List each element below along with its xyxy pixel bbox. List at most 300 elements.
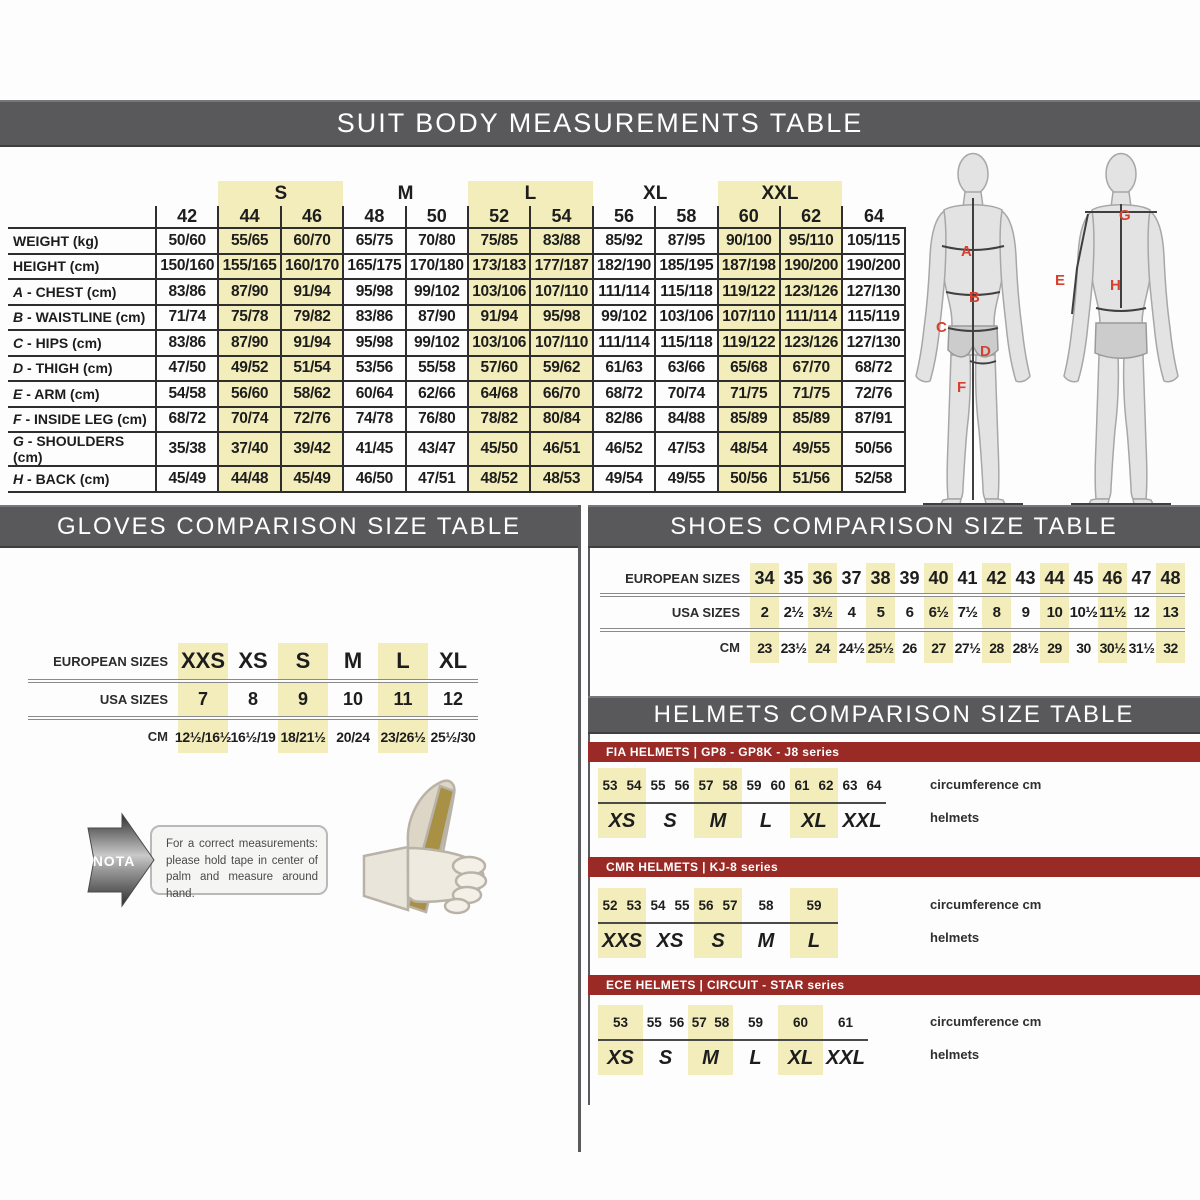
measure-marker-C: C [936, 319, 947, 336]
shoe-cell: 4 [847, 604, 856, 621]
helmet-size-letter: S [711, 929, 725, 952]
helmet-cm-value: 55 [674, 897, 690, 913]
glove-cell: 12 [442, 689, 464, 709]
helmet-cm-value: 56 [669, 1014, 685, 1030]
suit-value-cell: 99/102 [593, 305, 655, 331]
glove-cell: XXS [178, 643, 228, 679]
suit-value-cell: 95/98 [530, 305, 592, 331]
suit-size-header: 46 [281, 206, 343, 228]
suit-value-cell: 60/70 [281, 228, 343, 254]
shoe-row-label: CM [719, 640, 740, 655]
circumference-label: circumference cm [930, 1014, 1042, 1029]
suit-value-cell: 49/54 [593, 466, 655, 492]
helmet-size-letter: L [807, 929, 821, 952]
shoe-cell: 45 [1073, 567, 1094, 588]
suit-value-cell: 91/94 [281, 279, 343, 305]
shoe-cell: 36 [808, 563, 837, 593]
suit-value-cell: 111/114 [593, 279, 655, 305]
helmet-cm-value: 59 [746, 777, 762, 793]
suit-value-cell: 58/62 [281, 381, 343, 407]
helmet-cm-value: 61 [837, 1014, 854, 1030]
suit-section-header [0, 100, 1200, 147]
helmet-size-group [598, 1005, 643, 1075]
helmet-cm-value: 64 [866, 777, 882, 793]
suit-row-label: C - HIPS (cm) [8, 330, 156, 356]
suit-value-cell: 72/76 [281, 407, 343, 433]
suit-table-row [8, 330, 905, 356]
suit-value-cell: 80/84 [530, 407, 592, 433]
helmet-size-group [742, 768, 790, 838]
helmet-size-group [646, 768, 694, 838]
glove-row [28, 720, 478, 753]
helmet-cm-cells [694, 888, 742, 924]
suit-size-header: 44 [218, 206, 280, 228]
suit-table-row [8, 466, 905, 492]
glove-cell: L [378, 643, 428, 679]
helmet-cm-cells [646, 888, 694, 924]
shoe-cell: 27½ [954, 639, 981, 656]
shoe-cell: 30½ [1098, 632, 1127, 663]
helmet-size-letter: XXL [842, 809, 882, 832]
suit-group-header: XL [643, 182, 668, 204]
shoe-cell: 32 [1156, 632, 1185, 663]
helmet-size-letter: XS [607, 1046, 634, 1069]
helmet-cm-cells [790, 768, 838, 804]
suit-value-cell: 127/130 [842, 330, 904, 356]
helmet-cm-value: 57 [698, 777, 714, 793]
suit-group-header: S [218, 181, 343, 206]
suit-value-cell: 71/75 [780, 381, 842, 407]
suit-value-cell: 51/54 [281, 356, 343, 382]
suit-size-header: 60 [718, 206, 780, 228]
suit-value-cell: 150/160 [156, 254, 218, 280]
suit-value-cell: 47/53 [655, 432, 717, 466]
suit-value-cell: 83/86 [156, 279, 218, 305]
shoe-cell: 47 [1131, 567, 1152, 588]
suit-value-cell: 115/119 [842, 305, 904, 331]
suit-row-label: H - BACK (cm) [8, 466, 156, 492]
helmet-cm-cells [838, 768, 886, 804]
gloves-section-title: GLOVES COMPARISON SIZE TABLE [56, 512, 522, 540]
shoe-row-label: USA SIZES [671, 605, 740, 620]
suit-size-header: 48 [343, 206, 405, 228]
shoe-cell: 6½ [924, 597, 953, 628]
helmet-cm-value: 61 [794, 777, 810, 793]
glove-cell: S [278, 643, 328, 679]
suit-value-cell: 91/94 [281, 330, 343, 356]
helmet-size-letter: XS [608, 809, 636, 832]
glove-cell: 11 [378, 683, 428, 716]
helmet-size-groups [598, 1005, 868, 1075]
shoe-cell: 11½ [1098, 597, 1127, 628]
suit-value-cell: 95/110 [780, 228, 842, 254]
shoe-cell: 31½ [1128, 639, 1155, 656]
suit-value-cell: 46/52 [593, 432, 655, 466]
suit-size-header: 42 [156, 206, 218, 228]
suit-row-label: D - THIGH (cm) [8, 356, 156, 382]
suit-value-cell: 47/51 [406, 466, 468, 492]
glove-cell: 23/26½ [378, 720, 428, 753]
glove-cell: 16½/19 [230, 728, 276, 745]
suit-row-label: HEIGHT (cm) [8, 254, 156, 280]
shoe-cell: 37 [841, 567, 862, 588]
suit-row-label: F - INSIDE LEG (cm) [8, 407, 156, 433]
suit-value-cell: 107/110 [530, 279, 592, 305]
suit-value-cell: 71/74 [156, 305, 218, 331]
suit-value-cell: 82/86 [593, 407, 655, 433]
suit-table-row [8, 381, 905, 407]
suit-table-row [8, 407, 905, 433]
helmets-label: helmets [930, 810, 980, 825]
circumference-label: circumference cm [930, 777, 1042, 792]
suit-size-header: 54 [530, 206, 592, 228]
suit-value-cell: 70/74 [655, 381, 717, 407]
measure-marker-H: H [1110, 277, 1121, 294]
thumbs-up-measure-icon [356, 776, 506, 921]
helmet-size-group [688, 1005, 733, 1075]
suit-value-cell: 95/98 [343, 279, 405, 305]
shoe-cell: 23 [750, 632, 779, 663]
suit-value-cell: 43/47 [406, 432, 468, 466]
suit-value-cell: 70/80 [406, 228, 468, 254]
suit-row-label: B - WAISTLINE (cm) [8, 305, 156, 331]
suit-size-header: 62 [780, 206, 842, 228]
suit-value-cell: 190/200 [842, 254, 904, 280]
suit-value-cell: 39/42 [281, 432, 343, 466]
measure-marker-E: E [1055, 272, 1066, 289]
helmet-cm-value: 57 [722, 897, 738, 913]
helmet-cm-value: 60 [792, 1014, 809, 1030]
helmet-cm-value: 54 [650, 897, 666, 913]
back-body-figure [1051, 148, 1191, 506]
shoe-cell: 29 [1040, 632, 1069, 663]
gloves-size-table [28, 643, 478, 753]
suit-value-cell: 51/56 [780, 466, 842, 492]
glove-cell: 18/21½ [278, 720, 328, 753]
suit-value-cell: 35/38 [156, 432, 218, 466]
helmet-size-group [778, 1005, 823, 1075]
suit-value-cell: 68/72 [156, 407, 218, 433]
suit-value-cell: 91/94 [468, 305, 530, 331]
shoe-cell: 46 [1098, 563, 1127, 593]
helmet-size-letter: XS [656, 929, 684, 952]
glove-row [28, 683, 478, 720]
suit-measurements-table [8, 181, 906, 493]
helmets-label: helmets [930, 930, 980, 945]
shoe-row [600, 597, 1185, 632]
suit-corner-cell [8, 206, 156, 228]
helmet-size-letter: XXL [826, 1046, 865, 1069]
shoe-cell: 44 [1040, 563, 1069, 593]
shoe-cell: 25½ [866, 632, 895, 663]
suit-value-cell: 55/58 [406, 356, 468, 382]
suit-value-cell: 83/86 [156, 330, 218, 356]
suit-value-cell: 50/56 [718, 466, 780, 492]
suit-size-header: 50 [406, 206, 468, 228]
suit-value-cell: 75/85 [468, 228, 530, 254]
suit-value-cell: 123/126 [780, 330, 842, 356]
helmet-cm-value: 56 [698, 897, 714, 913]
shoe-cell: 40 [924, 563, 953, 593]
helmet-cm-value: 57 [691, 1014, 707, 1030]
shoe-row-label: EUROPEAN SIZES [625, 570, 740, 586]
shoe-cell: 13 [1156, 597, 1185, 628]
section-divider-line-inner [588, 548, 590, 1105]
suit-value-cell: 107/110 [718, 305, 780, 331]
helmet-cm-cells [733, 1005, 778, 1041]
suit-size-header: 56 [593, 206, 655, 228]
front-body-figure [903, 148, 1043, 506]
suit-group-header: M [397, 182, 414, 204]
shoe-cell: 10 [1040, 597, 1069, 628]
shoe-row [600, 632, 1185, 663]
suit-value-cell: 48/53 [530, 466, 592, 492]
suit-value-cell: 68/72 [842, 356, 904, 382]
suit-value-cell: 103/106 [655, 305, 717, 331]
suit-size-header: 52 [468, 206, 530, 228]
suit-value-cell: 103/106 [468, 330, 530, 356]
suit-table-row [8, 228, 905, 254]
suit-value-cell: 87/90 [406, 305, 468, 331]
shoe-cell: 24½ [838, 639, 865, 656]
glove-cell: 9 [278, 683, 328, 716]
suit-value-cell: 111/114 [780, 305, 842, 331]
suit-value-cell: 90/100 [718, 228, 780, 254]
shoe-cell: 41 [957, 567, 978, 588]
glove-cell: 25½/30 [430, 728, 476, 745]
shoe-cell: 43 [1015, 567, 1036, 588]
measure-marker-D: D [980, 343, 991, 360]
helmet-cm-cells [694, 768, 742, 804]
helmet-series-header: CMR HELMETS | KJ-8 series [588, 857, 1200, 877]
helmet-size-group [646, 888, 694, 958]
suit-value-cell: 115/118 [655, 279, 717, 305]
section-divider-line [578, 505, 581, 1152]
suit-group-spacer [156, 181, 218, 206]
helmet-size-groups [598, 888, 838, 958]
suit-value-cell: 45/49 [281, 466, 343, 492]
suit-value-cell: 48/52 [468, 466, 530, 492]
helmet-cm-cells [742, 768, 790, 804]
suit-value-cell: 115/118 [655, 330, 717, 356]
suit-value-cell: 59/62 [530, 356, 592, 382]
suit-value-cell: 49/55 [780, 432, 842, 466]
helmet-cm-cells [598, 888, 646, 924]
suit-value-cell: 79/82 [281, 305, 343, 331]
helmet-cm-cells [742, 888, 790, 924]
glove-cell: M [343, 648, 363, 673]
suit-corner-cell [8, 181, 156, 206]
helmet-cm-value: 58 [714, 1014, 730, 1030]
helmets-label: helmets [930, 1047, 980, 1062]
circumference-label: circumference cm [930, 897, 1042, 912]
glove-row-label: USA SIZES [99, 692, 168, 707]
helmet-size-letter: S [663, 809, 677, 832]
suit-value-cell: 190/200 [780, 254, 842, 280]
suit-section-title: SUIT BODY MEASUREMENTS TABLE [336, 108, 864, 138]
helmet-cm-value: 59 [806, 897, 822, 913]
shoe-cell: 5 [866, 597, 895, 628]
suit-value-cell: 66/70 [530, 381, 592, 407]
suit-value-cell: 95/98 [343, 330, 405, 356]
suit-value-cell: 78/82 [468, 407, 530, 433]
suit-value-cell: 111/114 [593, 330, 655, 356]
suit-row-label: G - SHOULDERS (cm) [8, 432, 156, 466]
suit-value-cell: 87/90 [218, 279, 280, 305]
suit-value-cell: 173/183 [468, 254, 530, 280]
glove-cell: XS [238, 648, 268, 673]
measurement-note-text: For a correct measurements: please hold tape in center of palm and measure around hand. [166, 838, 318, 901]
shoe-cell: 42 [982, 563, 1011, 593]
glove-cell: 8 [247, 689, 258, 709]
helmet-cm-cells [790, 888, 838, 924]
suit-row-label: WEIGHT (kg) [8, 228, 156, 254]
suit-value-cell: 155/165 [218, 254, 280, 280]
helmet-cm-cells [598, 768, 646, 804]
suit-value-cell: 103/106 [468, 279, 530, 305]
helmet-cm-cells [778, 1005, 823, 1041]
suit-value-cell: 68/72 [593, 381, 655, 407]
suit-size-header: 64 [842, 206, 904, 228]
measure-marker-B: B [969, 289, 980, 306]
shoe-cell: 12 [1133, 604, 1150, 621]
glove-row-label: EUROPEAN SIZES [53, 653, 168, 669]
helmet-cm-value: 63 [842, 777, 858, 793]
suit-value-cell: 44/48 [218, 466, 280, 492]
shoe-cell: 28½ [1012, 639, 1039, 656]
measurement-note-box [150, 825, 328, 901]
helmet-cm-value: 55 [646, 1014, 662, 1030]
suit-value-cell: 160/170 [281, 254, 343, 280]
suit-value-cell: 123/126 [780, 279, 842, 305]
suit-value-cell: 105/115 [842, 228, 904, 254]
suit-value-cell: 83/86 [343, 305, 405, 331]
helmet-cm-value: 56 [674, 777, 690, 793]
helmet-size-letter: M [702, 1046, 719, 1069]
helmet-series-header: ECE HELMETS | CIRCUIT - STAR series [588, 975, 1200, 995]
suit-value-cell: 84/88 [655, 407, 717, 433]
shoe-cell: 28 [982, 632, 1011, 663]
suit-value-cell: 67/70 [780, 356, 842, 382]
suit-value-cell: 85/89 [780, 407, 842, 433]
helmet-size-letter: XXS [601, 929, 643, 952]
shoe-cell: 9 [1021, 604, 1030, 621]
helmet-cm-value: 60 [770, 777, 786, 793]
suit-value-cell: 46/51 [530, 432, 592, 466]
suit-value-cell: 62/66 [406, 381, 468, 407]
suit-value-cell: 37/40 [218, 432, 280, 466]
shoe-cell: 6 [905, 604, 914, 621]
suit-group-spacer [842, 181, 904, 206]
helmet-size-group [598, 888, 646, 958]
helmet-size-group [643, 1005, 688, 1075]
suit-value-cell: 170/180 [406, 254, 468, 280]
nota-label: NOTA [92, 853, 136, 869]
shoe-cell: 2 [750, 597, 779, 628]
suit-value-cell: 71/75 [718, 381, 780, 407]
helmets-section-title: HELMETS COMPARISON SIZE TABLE [653, 701, 1135, 728]
suit-value-cell: 48/54 [718, 432, 780, 466]
suit-value-cell: 119/122 [718, 330, 780, 356]
suit-value-cell: 50/56 [842, 432, 904, 466]
helmet-size-letter: M [709, 809, 727, 832]
suit-value-cell: 60/64 [343, 381, 405, 407]
shoe-cell: 38 [866, 563, 895, 593]
suit-value-cell: 107/110 [530, 330, 592, 356]
suit-value-cell: 87/91 [842, 407, 904, 433]
shoe-cell: 10½ [1069, 604, 1098, 621]
shoe-cell: 24 [808, 632, 837, 663]
shoes-section-header [588, 505, 1200, 548]
helmets-section-header [588, 696, 1200, 734]
suit-value-cell: 57/60 [468, 356, 530, 382]
suit-value-cell: 50/60 [156, 228, 218, 254]
suit-value-cell: 41/45 [343, 432, 405, 466]
suit-value-cell: 56/60 [218, 381, 280, 407]
suit-row-label: A - CHEST (cm) [8, 279, 156, 305]
helmet-size-letter: XL [787, 1046, 814, 1069]
suit-value-cell: 45/50 [468, 432, 530, 466]
suit-value-cell: 185/195 [655, 254, 717, 280]
shoe-cell: 34 [750, 563, 779, 593]
measure-marker-F: F [957, 379, 967, 396]
shoe-cell: 26 [902, 639, 917, 656]
suit-value-cell: 182/190 [593, 254, 655, 280]
glove-cell: 12½/16½ [178, 720, 228, 753]
helmet-cm-value: 53 [602, 777, 618, 793]
shoe-cell: 39 [899, 567, 920, 588]
shoe-row [600, 563, 1185, 597]
helmet-cm-value: 59 [747, 1014, 764, 1030]
glove-cell: 10 [342, 689, 364, 709]
suit-value-cell: 177/187 [530, 254, 592, 280]
shoe-cell: 48 [1156, 563, 1185, 593]
suit-value-cell: 87/90 [218, 330, 280, 356]
suit-value-cell: 61/63 [593, 356, 655, 382]
suit-value-cell: 99/102 [406, 279, 468, 305]
suit-value-cell: 187/198 [718, 254, 780, 280]
helmet-cm-cells [688, 1005, 733, 1041]
suit-value-cell: 53/56 [343, 356, 405, 382]
suit-size-header: 58 [655, 206, 717, 228]
helmet-size-group [838, 768, 886, 838]
suit-value-cell: 54/58 [156, 381, 218, 407]
shoe-cell: 30 [1076, 639, 1091, 656]
glove-cell: 7 [178, 683, 228, 716]
helmet-cm-value: 53 [612, 1014, 629, 1030]
suit-group-header: XXL [718, 181, 843, 206]
helmet-size-letter: L [759, 809, 773, 832]
suit-value-cell: 75/78 [218, 305, 280, 331]
gloves-section-header [0, 505, 578, 548]
suit-value-cell: 47/50 [156, 356, 218, 382]
suit-value-cell: 85/92 [593, 228, 655, 254]
helmet-cm-value: 54 [626, 777, 642, 793]
helmet-cm-value: 55 [650, 777, 666, 793]
suit-value-cell: 83/88 [530, 228, 592, 254]
suit-value-cell: 87/95 [655, 228, 717, 254]
shoe-cell: 8 [982, 597, 1011, 628]
measure-marker-G: G [1119, 207, 1131, 224]
suit-value-cell: 63/66 [655, 356, 717, 382]
helmet-cm-value: 62 [818, 777, 834, 793]
shoe-cell: 27 [924, 632, 953, 663]
suit-value-cell: 70/74 [218, 407, 280, 433]
helmet-size-group [733, 1005, 778, 1075]
suit-value-cell: 45/49 [156, 466, 218, 492]
shoe-cell: 3½ [808, 597, 837, 628]
suit-value-cell: 76/80 [406, 407, 468, 433]
